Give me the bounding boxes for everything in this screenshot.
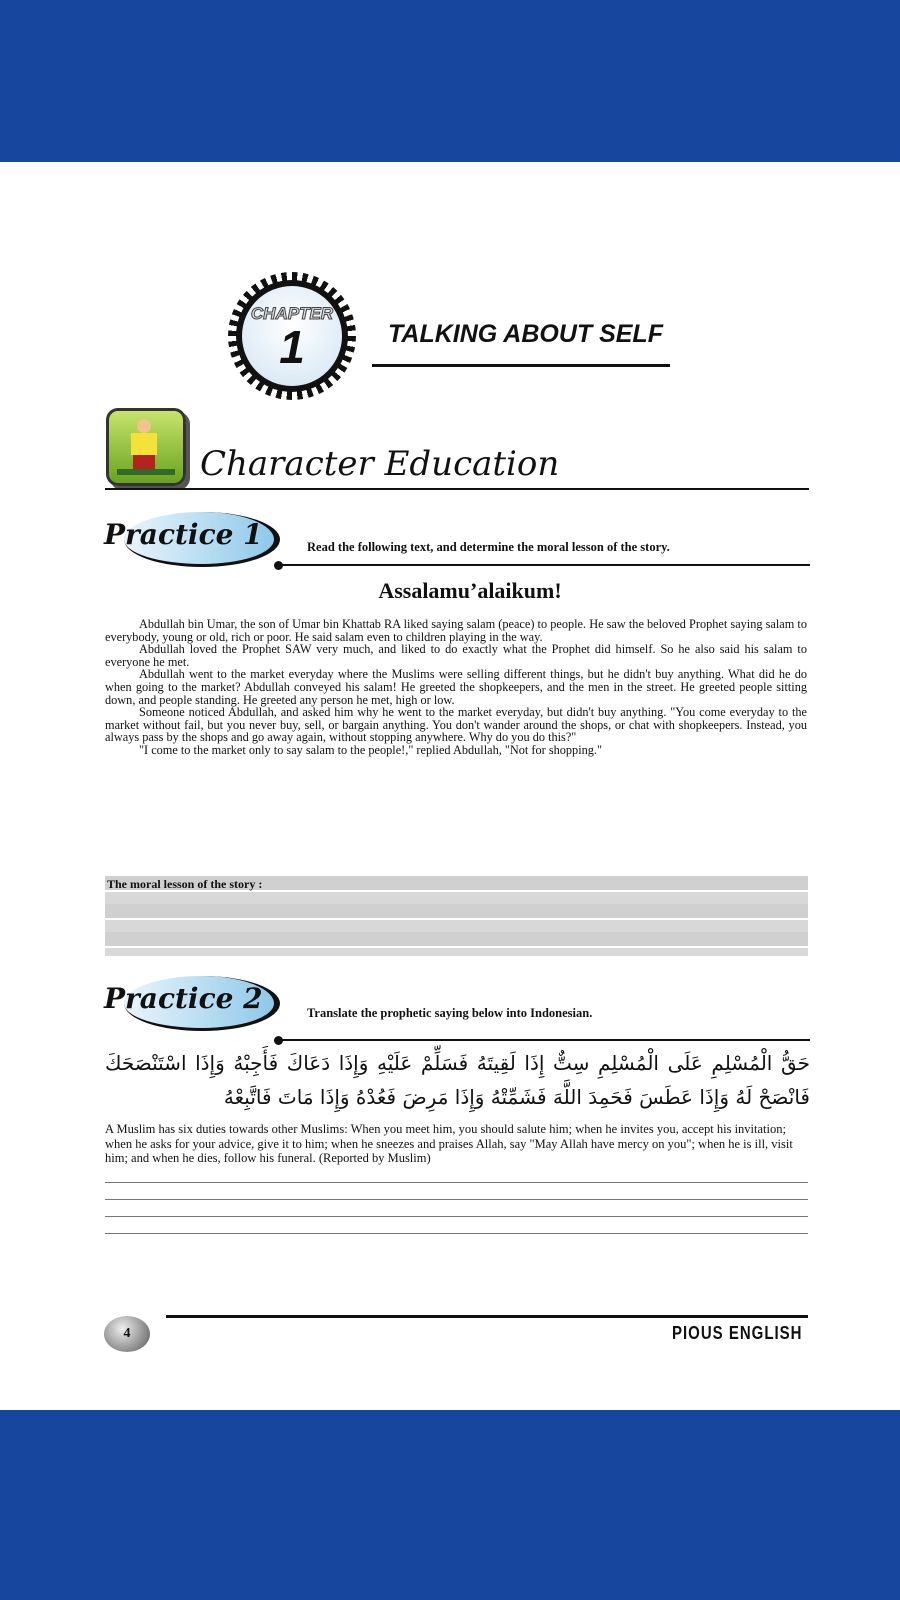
section-title: Character Education <box>200 444 560 484</box>
hadith-translation: A Muslim has six duties towards other Muslims: When you meet him, you should salute him; when he invites you, accept his invitation; when he asks for your advice, give it to him; when he sneezes and praises Allah, say "May Allah have mercy on you"; when he is ill, visit him; and when he dies, follow his funeral. (Reported by Muslim) <box>105 1122 793 1165</box>
top-blue-bar <box>0 0 900 162</box>
story-paragraph: Abdullah bin Umar, the son of Umar bin Khattab RA liked saying salam (peace) to people. He saw the beloved Prophet saying salam to everybody, young or old, rich or poor. He said salam even to children playing in the way. <box>105 617 807 644</box>
practice-1-divider <box>278 564 810 566</box>
practice-2-label: Practice 2 <box>104 982 263 1015</box>
moral-answer-lines[interactable] <box>105 876 808 956</box>
answer-line[interactable] <box>105 1233 808 1234</box>
story-paragraph: "I come to the market only to say salam to the people!," replied Abdullah, "Not for shopping." <box>139 742 603 757</box>
answer-line[interactable] <box>105 1182 808 1183</box>
practice-2-divider <box>278 1039 810 1041</box>
story-paragraph: Abdullah loved the Prophet SAW very much, and liked to do exactly what the Prophet did himself. So he also said his salam to everyone he met. <box>105 642 807 669</box>
answer-line[interactable] <box>105 1199 808 1200</box>
bottom-blue-bar <box>0 1410 900 1600</box>
chapter-badge <box>228 272 356 400</box>
practice-2-badge <box>104 972 276 1032</box>
moral-label: The moral lesson of the story : <box>107 877 263 891</box>
story-paragraph: Someone noticed Abdullah, and asked him why he went to the market everyday, but didn't buy anything. "You come everyday to the market without fail, but you never buy, sell, or bargain anything. You don't wander around the shops, or chat with shopkeepers. Instead, you always pass by the shops and go away again, without stopping anywhere. Why do you do this?" <box>105 705 807 745</box>
practice-1-label: Practice 1 <box>104 518 263 551</box>
practice-2-instruction: Translate the prophetic saying below into Indonesian. <box>307 1006 593 1020</box>
chapter-underline <box>372 364 670 367</box>
practice-1-badge <box>104 508 276 568</box>
story-text <box>105 618 807 870</box>
practice-1-body <box>105 618 808 956</box>
answer-line[interactable] <box>105 1216 808 1217</box>
practice-2-body <box>105 1046 810 1234</box>
chapter-title: TALKING ABOUT SELF <box>388 320 663 348</box>
book-brand: PIOUS ENGLISH <box>672 1323 803 1344</box>
footer-divider <box>166 1315 808 1318</box>
praying-person-icon <box>106 408 186 486</box>
chapter-word: CHAPTER <box>250 304 334 323</box>
story-title: Assalamu’alaikum! <box>378 578 562 603</box>
chapter-number: 1 <box>279 321 305 373</box>
arabic-hadith: حَقُّ الْمُسْلِمِ عَلَى الْمُسْلِمِ سِتٌّ إِذَا لَقِيتَهُ فَسَلِّمْ عَلَيْهِ وَإِذَا دَعَاكَ فَأَجِبْهُ وَإِذَا اسْتَنْصَحَكَ فَانْصَحْ لَهُ وَإِذَا عَطَسَ فَحَمِدَ اللَّهَ فَشَمِّتْهُ وَإِذَا مَرِضَ فَعُدْهُ وَإِذَا مَاتَ فَاتَّبِعْهُ <box>105 1051 810 1109</box>
story-paragraph: Abdullah went to the market everyday where the Muslims were selling different things, but he didn't buy anything. What did he do when going to the market? Abdullah conveyed his salam! He greeted the shopkeepers, and the men in the street. He greeted people sitting down, and people standing. He greeted any person he met, high or low. <box>105 667 807 707</box>
practice-1-instruction: Read the following text, and determine the moral lesson of the story. <box>307 540 670 554</box>
section-divider <box>105 488 809 490</box>
page-number: 4 <box>104 1316 150 1352</box>
